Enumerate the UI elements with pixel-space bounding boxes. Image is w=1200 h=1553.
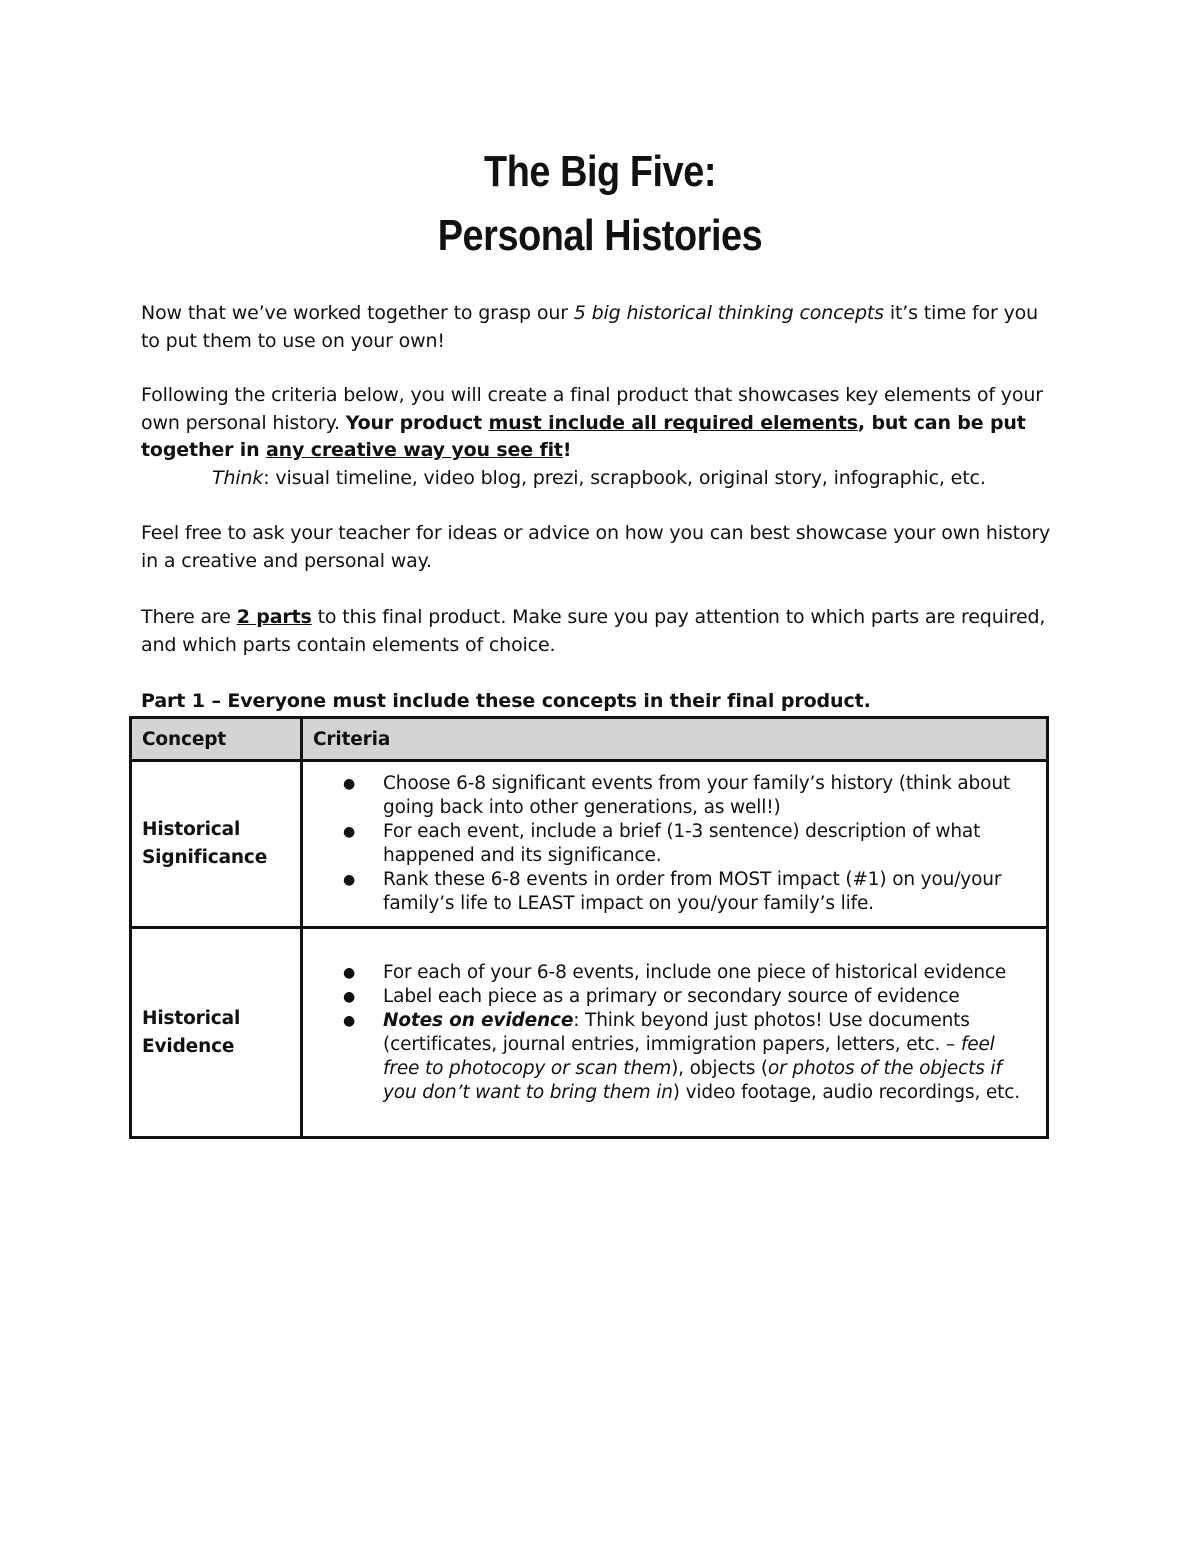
think-text: : visual timeline, video blog, prezi, scrapbook, original story, infographic, etc.: [263, 466, 986, 489]
concept-line-1: Historical: [142, 819, 241, 840]
criteria-item-text: For each event, include a brief (1-3 sentence) description of what happened and its significance.: [383, 821, 981, 866]
intro-p2-text-a: Following the criteria below, you will create a final product that showcases key elements of your own personal history.: [141, 384, 1043, 434]
criteria-list: [343, 772, 1034, 916]
bullet-icon: ●: [343, 776, 356, 792]
intro-p4-text-b: to this final product. Make sure you pay attention to which parts are required, and which parts contain elements of choice.: [141, 606, 1046, 656]
criteria-item-text: For each of your 6-8 events, include one piece of historical evidence: [383, 961, 1007, 983]
notes-text-a: : Think beyond just photos! Use documents (certificates, journal entries, immigration papers, letters, etc. –: [383, 1009, 970, 1055]
concept-cell: [131, 761, 302, 928]
notes-italic-a: feel free to photocopy or scan them: [383, 1033, 995, 1079]
table-row: [131, 928, 1048, 1138]
criteria-item-text: Rank these 6-8 events in order from MOST impact (#1) on you/your family’s life to LEAST impact on you/your family’s life.: [383, 869, 1002, 914]
document-title: [84, 140, 1116, 268]
criteria-item: [343, 772, 1034, 820]
think-line: [141, 465, 1061, 493]
notes-text-c: ) video footage, audio recordings, etc.: [672, 1081, 1021, 1103]
criteria-item-text: Label each piece as a primary or secondary source of evidence: [383, 985, 960, 1007]
criteria-cell: [302, 761, 1048, 928]
intro-paragraph-3: Feel free to ask your teacher for ideas or advice on how you can best showcase your own history in a creative and personal way.: [141, 522, 1051, 572]
table-header-row: [131, 718, 1048, 761]
criteria-list: [343, 961, 1034, 1105]
criteria-cell: [302, 928, 1048, 1138]
bullet-icon: ●: [343, 872, 356, 888]
title-line-1: The Big Five:: [484, 147, 716, 196]
criteria-item: [343, 868, 1034, 916]
bullet-icon: ●: [343, 964, 356, 981]
concept-cell: [131, 928, 302, 1138]
intro-p2-bold-underline-1: must include all required elements: [488, 411, 858, 434]
intro-p1-text-b: it’s time for you to put them to use on your own!: [141, 302, 1039, 352]
intro-paragraph-4: [141, 604, 1061, 659]
bullet-icon: ●: [343, 988, 356, 1005]
concept-line-2: Evidence: [142, 1035, 235, 1057]
criteria-item: [343, 985, 1034, 1009]
intro-p4-bold-underline: 2 parts: [236, 606, 312, 628]
intro-p2-bold-underline-2: any creative way you see fit: [265, 439, 563, 461]
intro-p2-bold-3: !: [562, 439, 572, 461]
criteria-item-text: Choose 6-8 significant events from your family’s history (think about going back into other generations, as well!): [383, 773, 1010, 818]
title-line-2: Personal Histories: [437, 211, 763, 260]
criteria-item: [343, 820, 1034, 868]
intro-p2-bold-1: Your product: [345, 411, 489, 434]
criteria-table: [129, 716, 1049, 1139]
think-label: Think: [212, 466, 264, 489]
concept-line-1: Historical: [142, 1007, 241, 1029]
criteria-item: [343, 961, 1034, 985]
header-criteria: Criteria: [302, 718, 1048, 761]
header-concept: Concept: [131, 718, 302, 761]
bullet-icon: ●: [343, 824, 356, 840]
concept-line-2: Significance: [142, 847, 268, 868]
intro-paragraph-1: [141, 300, 1061, 355]
notes-text-b: ), objects (: [671, 1057, 769, 1079]
criteria-item: [343, 1009, 1034, 1105]
bullet-icon: ●: [343, 1012, 356, 1029]
notes-italic-b: or photos of the objects if you don’t want to bring them in: [383, 1057, 1002, 1103]
intro-p1-italic: 5 big historical thinking concepts: [573, 302, 884, 324]
part-1-heading: Part 1 – Everyone must include these concepts in their final product.: [141, 690, 871, 712]
intro-p4-text-a: There are: [141, 606, 237, 628]
notes-label: Notes on evidence: [383, 1009, 574, 1031]
intro-paragraph-2: [141, 382, 1061, 492]
intro-p1-text-a: Now that we’ve worked together to grasp our: [141, 302, 574, 324]
table-row: [131, 761, 1048, 928]
intro-p2-bold-2: , but can be put together in: [141, 411, 1026, 461]
